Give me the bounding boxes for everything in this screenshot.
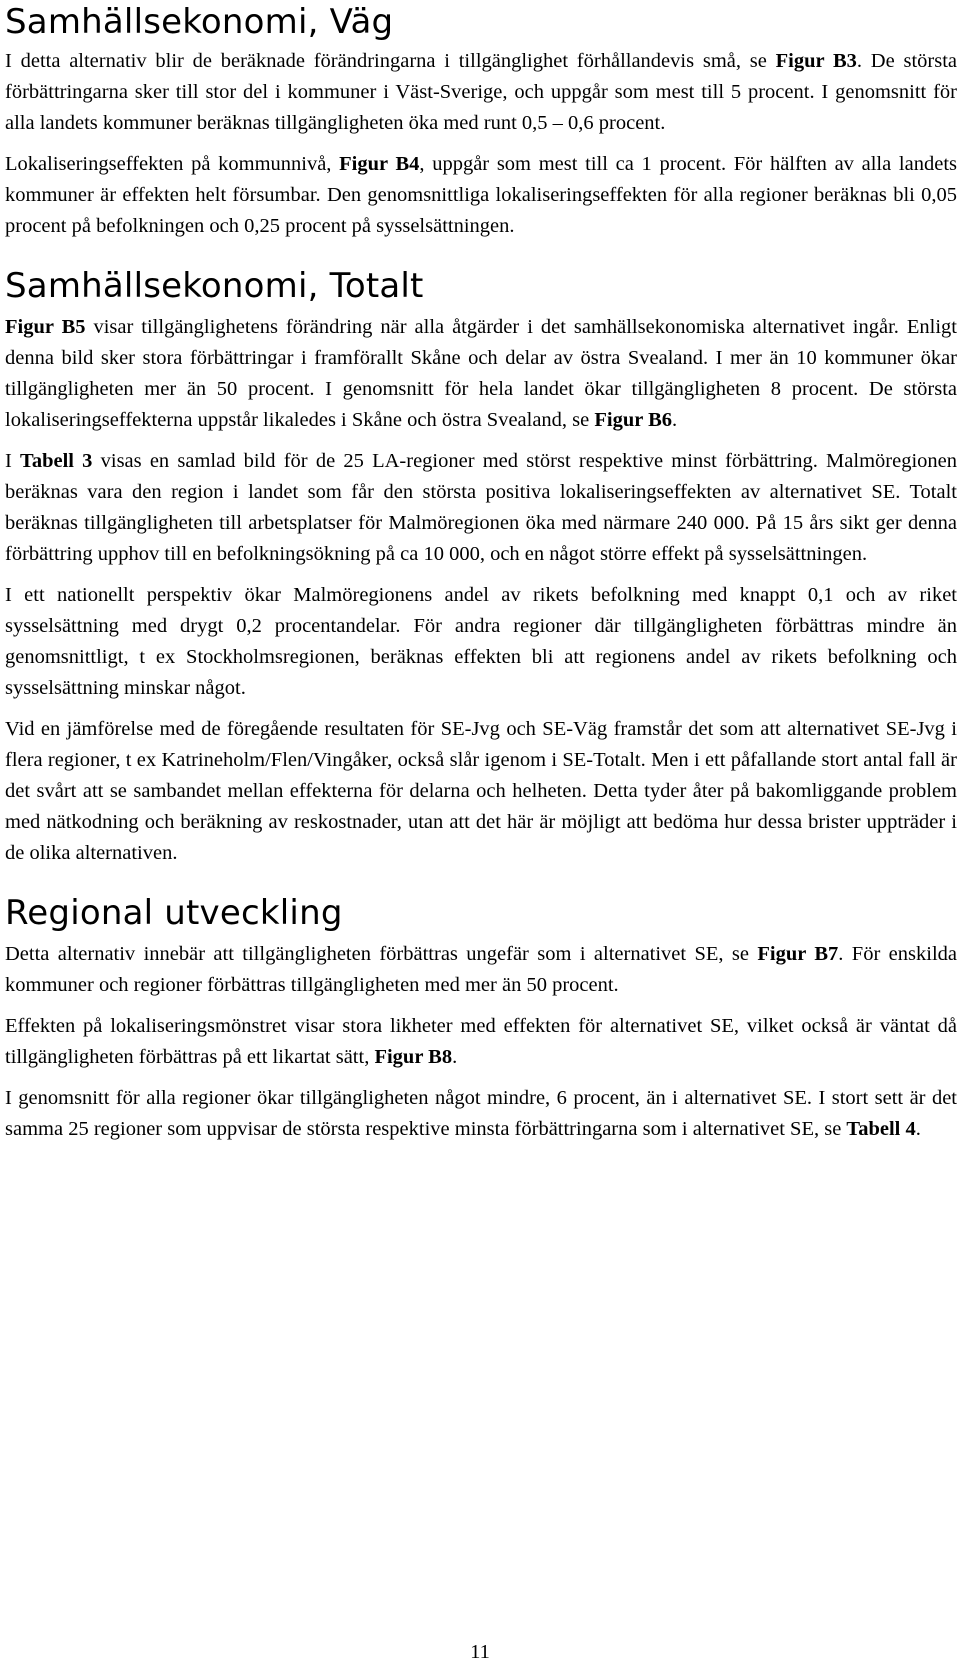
text-run: . bbox=[672, 409, 678, 431]
text-run: visas en samlad bild för de 25 LA-regioner med störst respektive minst förbättring. Malmöregionen beräknas vara den region i landet som får den största positiva lokaliseringseffekten av alternativet SE. Totalt beräknas tillgängligheten till arbetsplatser för Malmöregionen öka med närmare 240 000. På 15 års sikt ger denna förbättring upphov till en befolkningsökning på ca 10 000, och en något större effekt på sysselsättningen. bbox=[5, 450, 957, 565]
text-run: . bbox=[452, 1046, 458, 1068]
paragraph bbox=[5, 1011, 957, 1073]
paragraph bbox=[5, 1083, 957, 1145]
text-run: I ett nationellt perspektiv ökar Malmöregionens andel av rikets befolkning med knappt 0,1 och av riket sysselsättning med drygt 0,2 procentandelar. För andra regioner där tillgängligheten förbättras mindre än genomsnittligt, t ex Stockholmsregionen, beräknas effekten bli att regionens andel av rikets befolkning och sysselsättning minskar något. bbox=[5, 584, 957, 699]
section-regional-utveckling bbox=[5, 893, 957, 1145]
paragraph bbox=[5, 312, 957, 436]
figure-reference: Figur B8 bbox=[374, 1046, 453, 1068]
paragraph bbox=[5, 939, 957, 1001]
text-run: . De största förbättringarna sker till stor del i kommuner i Väst-Sverige, och uppgår som mest till 5 procent. I genomsnitt för alla landets kommuner beräknas tillgängligheten öka med runt 0,5 – 0,6 procent. bbox=[5, 50, 957, 134]
text-run: Lokaliseringseffekten på kommunnivå, bbox=[5, 153, 340, 175]
section-heading: Samhällsekonomi, Väg bbox=[5, 2, 394, 42]
text-run: I detta alternativ blir de beräknade förändringarna i tillgänglighet förhållandevis små, se bbox=[5, 50, 776, 72]
text-run: . bbox=[915, 1118, 921, 1140]
paragraph bbox=[5, 446, 957, 570]
text-run: visar tillgänglighetens förändring när alla åtgärder i det samhällsekonomiska alternativet ingår. Enligt denna bild sker stora förbättringar i framförallt Skåne och delar av östra Svealand. I mer än 10 kommuner ökar tillgängligheten mer än 50 procent. I genomsnitt för hela landet ökar tillgängligheten 8 procent. De största lokaliseringseffekterna uppstår likaledes i Skåne och östra Svealand, se bbox=[5, 316, 957, 431]
paragraph bbox=[5, 46, 957, 139]
figure-reference: Figur B6 bbox=[594, 409, 673, 431]
paragraph bbox=[5, 714, 957, 869]
text-run: Detta alternativ innebär att tillgängligheten förbättras ungefär som i alternativet SE, se bbox=[5, 943, 758, 965]
section-samhallsekonomi-totalt bbox=[5, 266, 957, 869]
text-run: Vid en jämförelse med de föregående resultaten för SE-Jvg och SE-Väg framstår det som att alternativet SE-Jvg i flera regioner, t ex Katrineholm/Flen/Vingåker, också slår igenom i SE-Totalt. Men i ett påfallande stort antal fall är det svårt att se sambandet mellan effekterna för delarna och helheten. Detta tyder åter på bakomliggande problem med nätkodning och beräkning av reskostnader, utan att det här är möjligt att bedöma hur dessa brister uppträder i de olika alternativen. bbox=[5, 718, 957, 864]
section-heading: Regional utveckling bbox=[5, 893, 343, 933]
document-page bbox=[5, 0, 957, 1145]
text-run: I genomsnitt för alla regioner ökar tillgängligheten något mindre, 6 procent, än i alternativet SE. I stort sett är det samma 25 regioner som uppvisar de största respektive minsta förbättringarna som i alternativet SE, se bbox=[5, 1087, 957, 1140]
section-samhallsekonomi-vag bbox=[5, 2, 957, 242]
figure-reference: Figur B7 bbox=[757, 943, 839, 965]
figure-reference: Figur B3 bbox=[775, 50, 857, 72]
figure-reference: Figur B4 bbox=[339, 153, 420, 175]
paragraph bbox=[5, 149, 957, 242]
text-run: , uppgår som mest till ca 1 procent. För hälften av alla landets kommuner är effekten helt försumbar. Den genomsnittliga lokaliseringseffekten för alla regioner beräknas bli 0,05 procent på befolkningen och 0,25 procent på sysselsättningen. bbox=[5, 153, 957, 237]
text-run: Effekten på lokaliseringsmönstret visar stora likheter med effekten för alternativet SE, vilket också är väntat då tillgängligheten förbättras på ett likartat sätt, bbox=[5, 1015, 957, 1068]
text-run: I bbox=[5, 450, 21, 472]
section-heading: Samhällsekonomi, Totalt bbox=[5, 266, 424, 306]
paragraph bbox=[5, 580, 957, 704]
figure-reference: Figur B5 bbox=[5, 316, 86, 338]
table-reference: Tabell 3 bbox=[20, 450, 93, 472]
page-number: 11 bbox=[470, 1641, 490, 1663]
table-reference: Tabell 4 bbox=[846, 1118, 916, 1140]
text-run: . För enskilda kommuner och regioner förbättras tillgängligheten med mer än 50 procent. bbox=[5, 943, 957, 996]
